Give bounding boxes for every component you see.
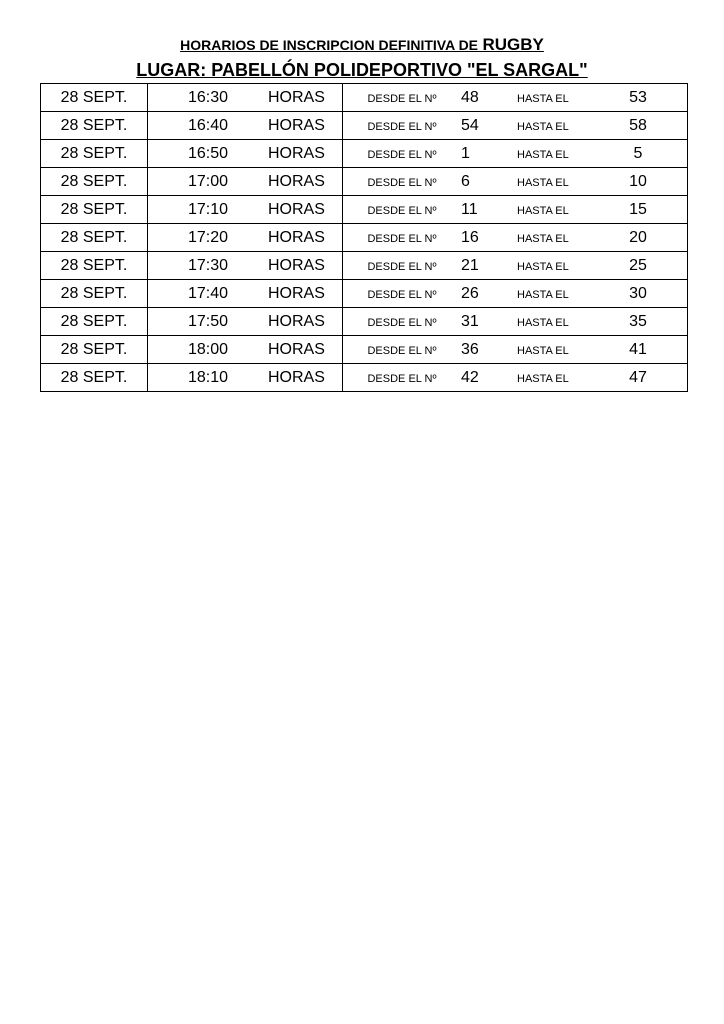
from-number: 21: [461, 252, 517, 280]
desde-label: DESDE EL Nº: [343, 84, 462, 112]
title-sport: RUGBY: [482, 35, 544, 54]
schedule-body: [41, 84, 688, 392]
horas-label: HORAS: [268, 252, 343, 280]
from-number: 42: [461, 364, 517, 392]
time-cell: 17:10: [148, 196, 269, 224]
table-row: [41, 168, 688, 196]
table-row: [41, 140, 688, 168]
desde-label: DESDE EL Nº: [343, 140, 462, 168]
hasta-label: HASTA EL: [517, 168, 589, 196]
table-row: [41, 252, 688, 280]
to-number: 58: [589, 112, 688, 140]
from-number: 48: [461, 84, 517, 112]
schedule-table: [40, 83, 688, 392]
table-row: [41, 84, 688, 112]
to-number: 5: [589, 140, 688, 168]
from-number: 1: [461, 140, 517, 168]
desde-label: DESDE EL Nº: [343, 112, 462, 140]
title-main: HORARIOS DE INSCRIPCION DEFINITIVA DE: [180, 37, 479, 53]
horas-label: HORAS: [268, 84, 343, 112]
to-number: 25: [589, 252, 688, 280]
horas-label: HORAS: [268, 336, 343, 364]
date-cell: 28 SEPT.: [41, 112, 148, 140]
date-cell: 28 SEPT.: [41, 252, 148, 280]
horas-label: HORAS: [268, 112, 343, 140]
table-row: [41, 336, 688, 364]
date-cell: 28 SEPT.: [41, 280, 148, 308]
from-number: 6: [461, 168, 517, 196]
from-number: 36: [461, 336, 517, 364]
horas-label: HORAS: [268, 140, 343, 168]
date-cell: 28 SEPT.: [41, 84, 148, 112]
horas-label: HORAS: [268, 224, 343, 252]
desde-label: DESDE EL Nº: [343, 308, 462, 336]
to-number: 35: [589, 308, 688, 336]
desde-label: DESDE EL Nº: [343, 280, 462, 308]
table-row: [41, 280, 688, 308]
to-number: 41: [589, 336, 688, 364]
time-cell: 16:40: [148, 112, 269, 140]
document-title: [0, 35, 724, 56]
date-cell: 28 SEPT.: [41, 364, 148, 392]
date-cell: 28 SEPT.: [41, 308, 148, 336]
time-cell: 18:10: [148, 364, 269, 392]
horas-label: HORAS: [268, 196, 343, 224]
hasta-label: HASTA EL: [517, 112, 589, 140]
from-number: 11: [461, 196, 517, 224]
desde-label: DESDE EL Nº: [343, 364, 462, 392]
horas-label: HORAS: [268, 364, 343, 392]
to-number: 15: [589, 196, 688, 224]
time-cell: 18:00: [148, 336, 269, 364]
time-cell: 17:40: [148, 280, 269, 308]
hasta-label: HASTA EL: [517, 140, 589, 168]
to-number: 20: [589, 224, 688, 252]
hasta-label: HASTA EL: [517, 336, 589, 364]
from-number: 16: [461, 224, 517, 252]
hasta-label: HASTA EL: [517, 196, 589, 224]
horas-label: HORAS: [268, 280, 343, 308]
date-cell: 28 SEPT.: [41, 336, 148, 364]
hasta-label: HASTA EL: [517, 84, 589, 112]
hasta-label: HASTA EL: [517, 308, 589, 336]
from-number: 26: [461, 280, 517, 308]
hasta-label: HASTA EL: [517, 280, 589, 308]
desde-label: DESDE EL Nº: [343, 252, 462, 280]
table-row: [41, 112, 688, 140]
to-number: 47: [589, 364, 688, 392]
desde-label: DESDE EL Nº: [343, 224, 462, 252]
time-cell: 17:50: [148, 308, 269, 336]
hasta-label: HASTA EL: [517, 364, 589, 392]
time-cell: 17:30: [148, 252, 269, 280]
date-cell: 28 SEPT.: [41, 224, 148, 252]
to-number: 53: [589, 84, 688, 112]
horas-label: HORAS: [268, 308, 343, 336]
time-cell: 16:50: [148, 140, 269, 168]
hasta-label: HASTA EL: [517, 224, 589, 252]
location-title: LUGAR: PABELLÓN POLIDEPORTIVO "EL SARGAL": [136, 60, 588, 80]
table-row: [41, 364, 688, 392]
time-cell: 16:30: [148, 84, 269, 112]
to-number: 10: [589, 168, 688, 196]
horas-label: HORAS: [268, 168, 343, 196]
date-cell: 28 SEPT.: [41, 168, 148, 196]
table-row: [41, 224, 688, 252]
from-number: 54: [461, 112, 517, 140]
time-cell: 17:20: [148, 224, 269, 252]
desde-label: DESDE EL Nº: [343, 196, 462, 224]
date-cell: 28 SEPT.: [41, 196, 148, 224]
desde-label: DESDE EL Nº: [343, 168, 462, 196]
date-cell: 28 SEPT.: [41, 140, 148, 168]
time-cell: 17:00: [148, 168, 269, 196]
table-row: [41, 308, 688, 336]
hasta-label: HASTA EL: [517, 252, 589, 280]
to-number: 30: [589, 280, 688, 308]
desde-label: DESDE EL Nº: [343, 336, 462, 364]
from-number: 31: [461, 308, 517, 336]
table-row: [41, 196, 688, 224]
